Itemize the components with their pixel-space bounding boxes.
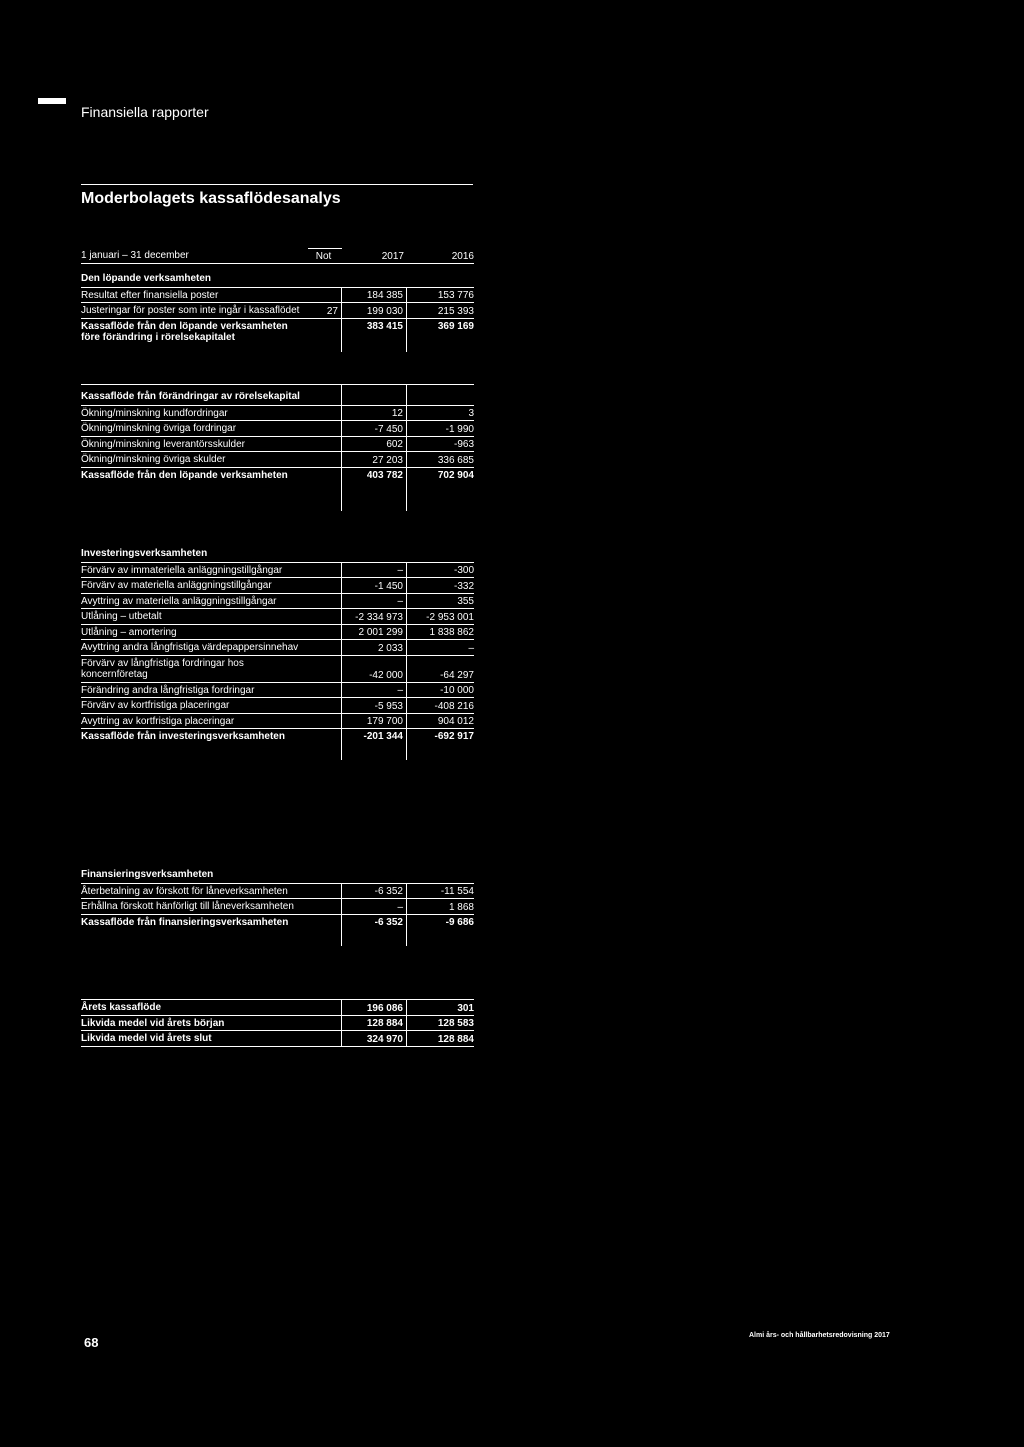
empty-cell	[308, 406, 342, 421]
row-value-2017: 184 385	[342, 288, 407, 303]
row-value-2017: -2 334 973	[342, 609, 407, 624]
row-label: Likvida medel vid årets slut	[81, 1033, 212, 1044]
row-value-2017: –	[342, 594, 407, 609]
empty-cell	[308, 698, 342, 713]
section-heading-row	[81, 270, 474, 288]
row-value-2017: -201 344	[342, 729, 407, 760]
row-label: Kassaflöde från den löpande verksamheten före förändring i rörelsekapitalet	[81, 320, 288, 343]
row-value-2017: 12	[342, 406, 407, 421]
empty-cell	[308, 714, 342, 729]
section-marker	[38, 98, 66, 104]
row-label: Likvida medel vid årets början	[81, 1017, 225, 1029]
section-heading-row	[81, 866, 474, 884]
row-value-2016: -692 917	[434, 731, 474, 742]
empty-cell	[308, 683, 342, 698]
row-value-2017: -6 352	[342, 915, 407, 946]
row-value-2016: 153 776	[437, 290, 474, 301]
note-header: Not	[308, 248, 342, 263]
row-label: Förvärv av långfristiga fordringar hos koncernföretag	[81, 657, 244, 680]
row-label: Ökning/minskning övriga skulder	[81, 454, 226, 465]
row-label: Ökning/minskning kundfordringar	[81, 407, 228, 419]
empty-cell	[308, 468, 342, 511]
row-value-2016: 3	[468, 408, 474, 419]
row-note	[308, 288, 342, 303]
publication-footer: Almi års- och hållbarhetsredovisning 2017	[749, 1332, 890, 1339]
empty-cell	[308, 1000, 342, 1015]
summary-section	[81, 999, 474, 1047]
row-value-2017: 128 884	[342, 1016, 407, 1031]
row-label: Kassaflöde från investeringsverksamheten	[81, 731, 285, 742]
row-value-2016: -11 554	[440, 886, 474, 897]
row-value-2017: -5 953	[342, 698, 407, 713]
operating-heading: Den löpande verksamheten	[81, 273, 212, 284]
row-label: Förvärv av immateriella anläggningstillgångar	[81, 564, 283, 576]
row-value-2016: -64 297	[440, 669, 474, 681]
row-value-2016: -332	[453, 580, 474, 592]
row-value-2016: 904 012	[437, 716, 474, 727]
table-row	[81, 578, 474, 594]
row-value-2016: 355	[457, 596, 474, 607]
table-row	[81, 452, 474, 468]
row-label: Resultat efter finansiella poster	[81, 289, 219, 301]
row-value-2017: 27 203	[342, 452, 407, 467]
empty-cell	[308, 563, 342, 578]
row-label: Avyttring av kortfristiga placeringar	[81, 715, 235, 727]
row-value-2016: 369 169	[437, 320, 474, 332]
row-value-2016: -408 216	[434, 700, 474, 712]
table-row	[81, 714, 474, 730]
row-label: Utlåning – amortering	[81, 626, 177, 638]
investing-section	[81, 545, 474, 760]
row-label: Återbetalning av förskott för låneverksamheten	[81, 885, 288, 897]
row-label: Förvärv av materiella anläggningstillgångar	[81, 580, 272, 591]
row-label: Årets kassaflöde	[81, 1002, 162, 1013]
row-label: Avyttring av materiella anläggningstillgångar	[81, 595, 277, 607]
empty-cell	[308, 594, 342, 609]
empty-cell	[308, 1016, 342, 1031]
row-label: Justeringar för poster som inte ingår i kassaflödet	[81, 305, 300, 316]
row-label: Utlåning – utbetalt	[81, 611, 162, 622]
page-title: Moderbolagets kassaflödesanalys	[81, 190, 341, 207]
empty-cell	[308, 625, 342, 640]
row-value-2017: –	[342, 899, 407, 914]
row-label: Erhållna förskott hänförligt till låneverksamheten	[81, 901, 294, 912]
row-value-2016: –	[468, 642, 474, 654]
table-row	[81, 421, 474, 437]
investing-heading: Investeringsverksamheten	[81, 548, 208, 559]
table-row	[81, 640, 474, 656]
row-label: Ökning/minskning övriga fordringar	[81, 423, 237, 434]
working-capital-section	[81, 384, 474, 511]
section-heading-row	[81, 385, 474, 406]
row-label: Kassaflöde från finansieringsverksamheten	[81, 916, 289, 928]
row-value-2016: 702 904	[437, 469, 474, 481]
row-label: Avyttring andra långfristiga värdepappersinnehav	[81, 642, 299, 653]
empty-cell	[308, 1031, 342, 1046]
row-value-2017: –	[342, 563, 407, 578]
row-value-2017: -6 352	[342, 884, 407, 899]
row-value-2017: -7 450	[342, 421, 407, 436]
row-value-2016: 336 685	[437, 454, 474, 466]
summary-row	[81, 1031, 474, 1047]
table-row	[81, 884, 474, 900]
empty-cell	[308, 640, 342, 655]
row-value-2016: -963	[453, 439, 474, 450]
empty-cell	[308, 729, 342, 760]
row-value-2016: 1 868	[448, 901, 474, 913]
table-row	[81, 594, 474, 610]
working-capital-heading: Kassaflöde från förändringar av rörelsekapital	[81, 385, 342, 405]
row-label: Ökning/minskning leverantörsskulder	[81, 438, 245, 450]
period-label: 1 januari – 31 december	[81, 250, 189, 261]
table-row	[81, 899, 474, 915]
table-row	[81, 609, 474, 625]
empty-cell	[308, 609, 342, 624]
row-label: Förändring andra långfristiga fordringar	[81, 684, 255, 696]
financing-heading: Finansieringsverksamheten	[81, 869, 214, 880]
row-value-2016: 128 583	[437, 1018, 474, 1029]
table-row	[81, 288, 474, 304]
row-value-2017: 179 700	[342, 714, 407, 729]
table-row	[81, 656, 474, 683]
row-value-2017: 324 970	[342, 1031, 407, 1046]
section-heading-row	[81, 545, 474, 563]
financing-section	[81, 866, 474, 946]
page-number: 68	[84, 1335, 99, 1350]
empty-cell	[308, 656, 342, 682]
summary-row	[81, 1000, 474, 1016]
subtotal-row	[81, 319, 474, 352]
empty-cell	[308, 915, 342, 946]
row-value-2017: -42 000	[342, 656, 407, 682]
table-header	[81, 248, 474, 264]
row-value-2017: 403 782	[342, 468, 407, 511]
table-row	[81, 303, 474, 319]
empty-cell	[342, 385, 407, 405]
row-value-2017: 196 086	[342, 1000, 407, 1015]
row-value-2017: 383 415	[342, 319, 407, 352]
table-row	[81, 683, 474, 699]
row-value-2016: -300	[453, 565, 474, 576]
subtotal-row	[81, 468, 474, 511]
row-value-2017: 2 001 299	[342, 625, 407, 640]
row-value-2016: -1 990	[445, 423, 474, 435]
row-value-2017: -1 450	[342, 578, 407, 593]
empty-cell	[308, 452, 342, 467]
empty-cell	[308, 899, 342, 914]
empty-cell	[308, 437, 342, 452]
row-label: Kassaflöde från den löpande verksamheten	[81, 469, 288, 481]
subtotal-row	[81, 729, 474, 760]
empty-cell	[308, 884, 342, 899]
table-row	[81, 563, 474, 579]
row-value-2016: -9 686	[445, 916, 474, 928]
summary-row	[81, 1016, 474, 1032]
header-row	[81, 248, 474, 264]
row-value-2016: -2 953 001	[426, 611, 474, 623]
row-value-2016: 215 393	[437, 305, 474, 317]
year-2016-header: 2016	[451, 251, 474, 262]
row-note	[308, 319, 342, 352]
row-value-2017: 602	[342, 437, 407, 452]
operating-section	[81, 270, 474, 352]
row-label: Förvärv av kortfristiga placeringar	[81, 700, 230, 711]
section-title: Finansiella rapporter	[81, 104, 209, 120]
row-value-2017: 199 030	[342, 303, 407, 318]
table-row	[81, 698, 474, 714]
table-row	[81, 625, 474, 641]
table-row	[81, 437, 474, 453]
empty-cell	[308, 421, 342, 436]
row-note: 27	[308, 303, 342, 318]
row-value-2016: 1 838 862	[429, 627, 474, 638]
year-2017-header: 2017	[381, 251, 404, 262]
row-value-2017: –	[342, 683, 407, 698]
title-divider	[81, 184, 473, 185]
row-value-2016: 128 884	[437, 1033, 474, 1045]
subtotal-row	[81, 915, 474, 946]
table-row	[81, 406, 474, 422]
row-value-2017: 2 033	[342, 640, 407, 655]
empty-cell	[308, 578, 342, 593]
empty-cell	[407, 385, 474, 405]
row-value-2016: -10 000	[440, 685, 474, 696]
row-value-2016: 301	[457, 1002, 474, 1014]
